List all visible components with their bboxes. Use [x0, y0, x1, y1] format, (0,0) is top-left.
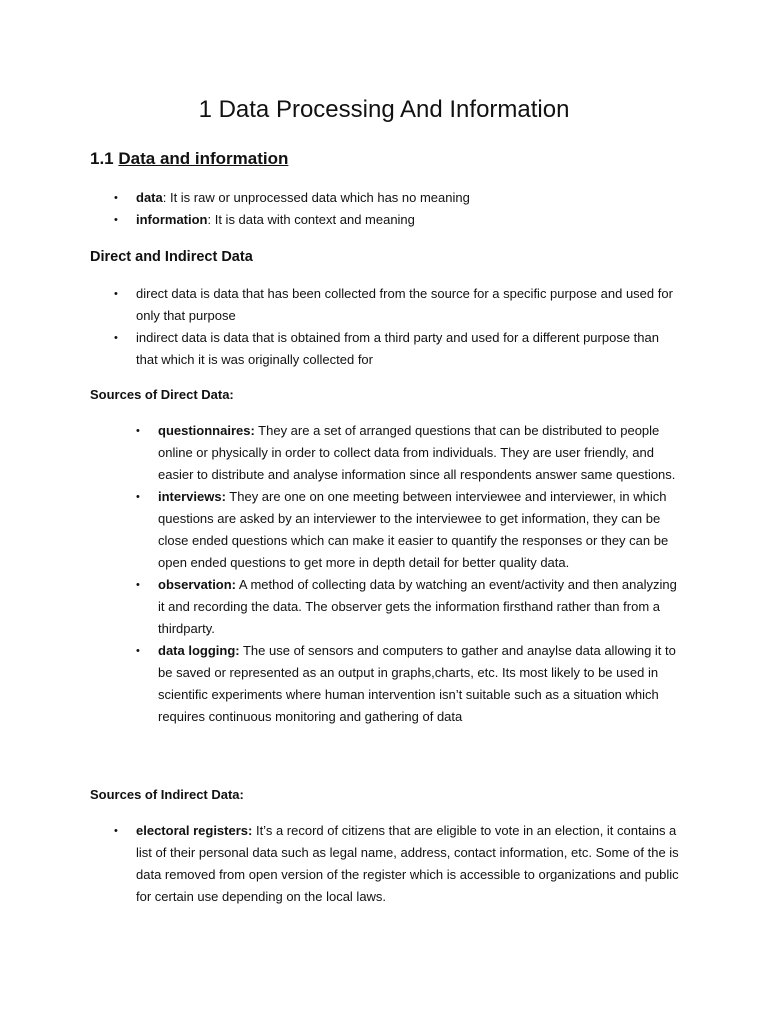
term: electoral registers:: [136, 823, 253, 838]
bullet-icon: •: [114, 192, 118, 204]
indirect-sources-heading: Sources of Indirect Data:: [90, 787, 244, 802]
bullet-icon: •: [136, 491, 140, 503]
list-item: [114, 283, 681, 327]
page-title: 1 Data Processing And Information: [198, 96, 570, 123]
item-text: A method of collecting data by watching an event/activity and then analyzing it and recording the data. The observer gets the information firsthand rather than from a thirdparty.: [158, 577, 677, 636]
bullet-icon: •: [114, 288, 118, 300]
section-title: Data and information: [118, 149, 289, 168]
list-item: [114, 820, 681, 908]
definition-text: : It is raw or unprocessed data which has no meaning: [162, 190, 470, 205]
bullet-icon: •: [136, 425, 140, 437]
item-text: indirect data is data that is obtained from a third party and used for a different purpose than that which it is was originally collected for: [136, 330, 659, 367]
list-item: [136, 574, 678, 640]
term: data: [136, 190, 163, 205]
term: observation:: [158, 577, 237, 592]
definitions-list: [114, 187, 696, 231]
direct-indirect-list: [114, 283, 681, 371]
indirect-sources-list: [114, 820, 681, 908]
definition-text: : It is data with context and meaning: [207, 212, 415, 227]
item-text: They are one on one meeting between interviewee and interviewer, in which questions are asked by an interviewer to the interviewee to get information, they can be close ended questions which can make it easier to quantify the responses or they can be open ended questions to get more in depth detail for better quality data.: [158, 489, 669, 570]
section-number: 1.1: [90, 149, 114, 168]
list-item: [136, 640, 678, 728]
term: interviews:: [158, 489, 226, 504]
list-item: [136, 420, 678, 486]
bullet-icon: •: [136, 579, 140, 591]
bullet-icon: •: [114, 825, 118, 837]
subheading-direct-indirect: Direct and Indirect Data: [90, 249, 253, 265]
item-text: The use of sensors and computers to gather and anaylse data allowing it to be saved or represented as an output in graphs,charts, etc. Its most likely to be used in scientific experiments where human intervention isn’t suitable such as a situation which requires continuous monitoring and gathering of data: [158, 643, 676, 724]
direct-sources-heading: Sources of Direct Data:: [90, 387, 234, 402]
term: questionnaires:: [158, 423, 255, 438]
item-text: direct data is data that has been collected from the source for a specific purpose and used for only that purpose: [136, 286, 673, 323]
bullet-icon: •: [136, 645, 140, 657]
list-item: [114, 187, 696, 209]
list-item: [114, 209, 696, 231]
direct-sources-list: [136, 420, 678, 728]
item-text: They are a set of arranged questions that can be distributed to people online or physically in order to collect data from individuals. They are user friendly, and easier to distribute and analyse information since all respondents answer same questions.: [158, 423, 676, 482]
term: information: [136, 212, 208, 227]
bullet-icon: •: [114, 332, 118, 344]
term: data logging:: [158, 643, 240, 658]
list-item: [114, 327, 681, 371]
section-heading: [90, 147, 288, 171]
item-text: It’s a record of citizens that are eligible to vote in an election, it contains a list of their personal data such as legal name, address, contact information, etc. Some of the is data removed from open version of the register which is accessible to organizations and public for certain use depending on the local laws.: [136, 823, 679, 904]
bullet-icon: •: [114, 214, 118, 226]
list-item: [136, 486, 678, 574]
